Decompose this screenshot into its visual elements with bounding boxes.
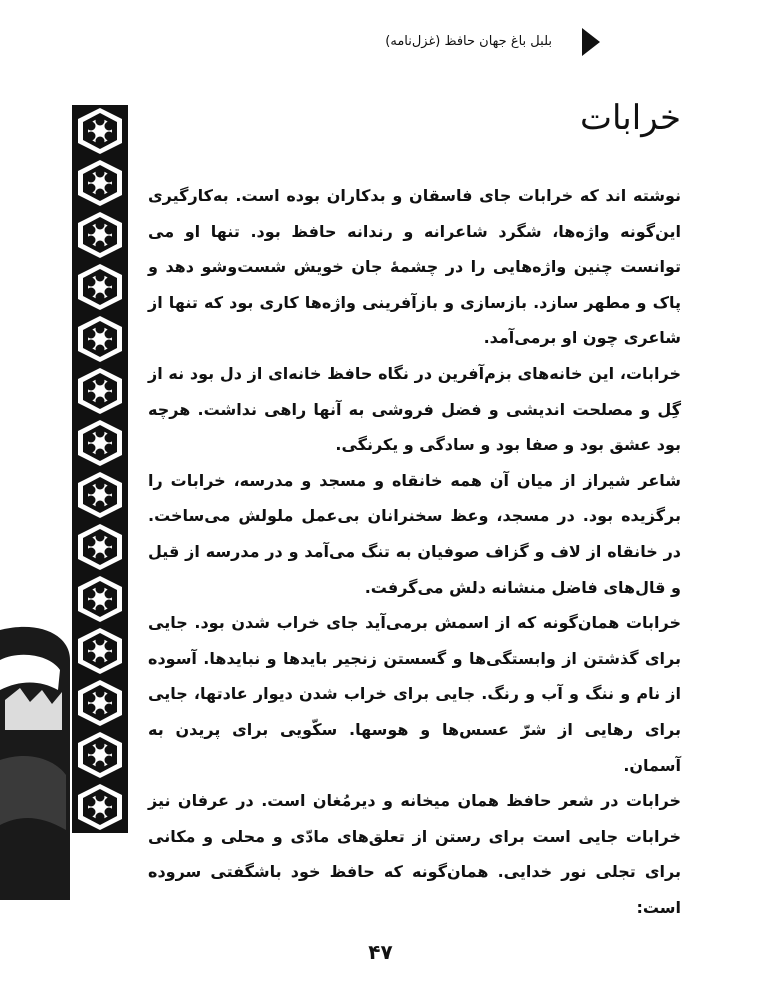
chapter-title: خرابات bbox=[579, 98, 681, 138]
ornamental-border bbox=[72, 105, 128, 835]
page-number: ۴۷ bbox=[368, 940, 393, 964]
running-header bbox=[140, 28, 600, 58]
paragraph-2: خرابات، این خانه‌های بزم‌آفرین در نگاه حافظ خانه‌ای از دل بود نه از گِل و مصلحت اندیشی و فضل فروشی به آنها راهی نداشت. هرچه بود عشق بود و صفا بود و سادگی و یکرنگی. bbox=[148, 363, 681, 455]
paragraph-5: خرابات در شعر حافظ همان میخانه و دیرمُغان است. در عرفان نیز خرابات جایی است برای رستن از تعلق‌های مادّی و محلی و مکانی برای تجلی نور خدایی. همان‌گونه که حافظ خود باشگفتی سروده است: bbox=[148, 791, 681, 917]
body-text bbox=[148, 178, 681, 925]
paragraph-1: نوشته اند که خرابات جای فاسقان و بدکاران بوده است. به‌کارگیری این‌گونه واژه‌ها، شگرد شاعرانه و رندانه حافظ بود. تنها او می توانست چنین واژه‌هایی را در چشمهٔ جان خویش شست‌وشو دهد و پاک و مطهر سازد. بازسازی و بازآفرینی واژه‌ها کاری بود که تنها از شاعری چون او برمی‌آمد. bbox=[148, 186, 681, 348]
triangle-marker-icon bbox=[582, 28, 600, 56]
paragraph-3: شاعر شیراز از میان آن همه خانقاه و مسجد و مدرسه، خرابات را برگزیده بود. در مسجد، وعظ سخنرانان بی‌عمل ملولش می‌ساخت. در خانقاه از لاف و گزاف صوفیان به تنگ می‌آمد و در مدرسه از قیل و قال‌های فاضل منشانه دلش می‌گرفت. bbox=[148, 470, 681, 597]
running-title: بلبل باغ جهان حافظ (غزل‌نامه) bbox=[385, 34, 552, 49]
paragraph-4: خرابات همان‌گونه که از اسمش برمی‌آید جای خراب شدن بود. جایی برای گذشتن از وابستگی‌ها و گسستن زنجیر بایدها و نبایدها. آسوده از نام و ننگ و آب و رنگ. جایی برای خراب شدن دیوار عادتها، جایی برای رهایی از شرّ عسس‌ها و هوسها. سکّویی برای پریدن به آسمان. bbox=[148, 613, 681, 775]
